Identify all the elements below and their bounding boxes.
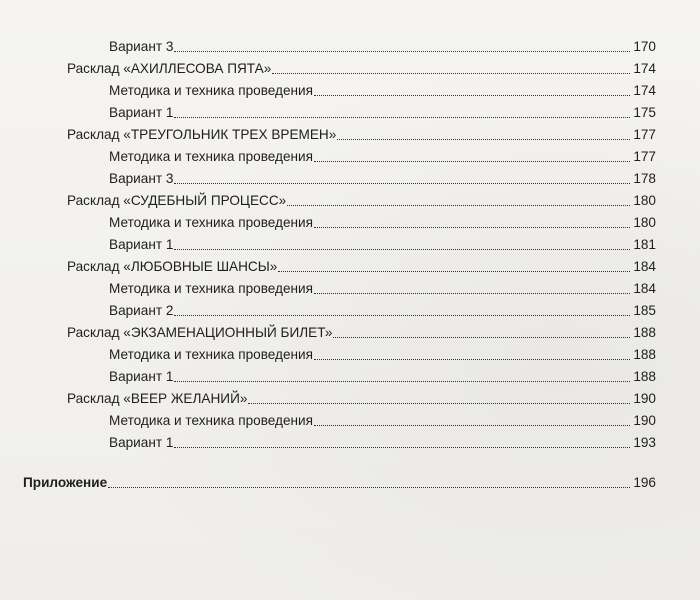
dot-leader xyxy=(314,359,630,360)
toc-entry-title: Вариант 3 xyxy=(109,39,174,54)
toc-page-number: 174 xyxy=(633,61,656,76)
toc-entry xyxy=(0,80,700,102)
toc-entry xyxy=(0,190,700,212)
dot-leader xyxy=(174,381,630,382)
dot-leader xyxy=(174,315,630,316)
dot-leader xyxy=(337,139,630,140)
toc-entry xyxy=(0,58,700,80)
toc-entry xyxy=(0,124,700,146)
toc-page-number: 177 xyxy=(633,127,656,142)
toc-entry-title: Вариант 1 xyxy=(109,105,174,120)
toc-entry xyxy=(0,366,700,388)
toc-page-number: 181 xyxy=(633,237,656,252)
toc-entry xyxy=(0,168,700,190)
toc-entry-title: Вариант 2 xyxy=(109,303,174,318)
dot-leader xyxy=(314,227,630,228)
dot-leader xyxy=(333,337,630,338)
toc-entry xyxy=(0,300,700,322)
toc-entry-title: Вариант 1 xyxy=(109,237,174,252)
toc-entry-title: Расклад «ТРЕУГОЛЬНИК ТРЕХ ВРЕМЕН» xyxy=(67,127,337,142)
table-of-contents xyxy=(0,36,700,494)
toc-page-number: 170 xyxy=(633,39,656,54)
toc-entry xyxy=(0,410,700,432)
dot-leader xyxy=(314,293,630,294)
dot-leader xyxy=(248,403,630,404)
toc-entry-title: Расклад «СУДЕБНЫЙ ПРОЦЕСС» xyxy=(67,193,287,208)
toc-entry xyxy=(0,278,700,300)
toc-page-number: 175 xyxy=(633,105,656,120)
toc-entry xyxy=(0,344,700,366)
toc-entry-title: Методика и техника проведения xyxy=(109,281,313,296)
toc-entry-title: Методика и техника проведения xyxy=(109,83,313,98)
toc-page-number: 174 xyxy=(633,83,656,98)
toc-entry-title: Расклад «ВЕЕР ЖЕЛАНИЙ» xyxy=(67,391,248,406)
toc-page-number: 190 xyxy=(633,413,656,428)
toc-entry-title: Методика и техника проведения xyxy=(109,413,313,428)
toc-page-number: 196 xyxy=(633,475,656,490)
toc-page-number: 190 xyxy=(633,391,656,406)
toc-entry xyxy=(0,36,700,58)
toc-entry xyxy=(0,432,700,454)
toc-page-number: 178 xyxy=(633,171,656,186)
toc-page-number: 193 xyxy=(633,435,656,450)
toc-entry-title: Вариант 1 xyxy=(109,369,174,384)
dot-leader xyxy=(108,487,630,488)
toc-entry-title: Методика и техника проведения xyxy=(109,149,313,164)
toc-entry-title: Вариант 1 xyxy=(109,435,174,450)
toc-entry xyxy=(0,212,700,234)
toc-page-number: 184 xyxy=(633,281,656,296)
toc-entry-title: Расклад «ЭКЗАМЕНАЦИОННЫЙ БИЛЕТ» xyxy=(67,325,333,340)
toc-page-number: 185 xyxy=(633,303,656,318)
toc-entry-title: Расклад «ЛЮБОВНЫЕ ШАНСЫ» xyxy=(67,259,278,274)
toc-page-number: 188 xyxy=(633,325,656,340)
toc-entry-title: Методика и техника проведения xyxy=(109,347,313,362)
toc-page-number: 184 xyxy=(633,259,656,274)
dot-leader xyxy=(174,51,630,52)
dot-leader xyxy=(314,95,630,96)
dot-leader xyxy=(278,271,630,272)
section-gap xyxy=(0,454,700,472)
toc-entry-title: Приложение xyxy=(23,475,108,490)
dot-leader xyxy=(174,447,630,448)
toc-entry xyxy=(0,322,700,344)
toc-appendix-entry xyxy=(0,472,700,494)
toc-entry xyxy=(0,146,700,168)
dot-leader xyxy=(174,183,630,184)
toc-entry-title: Расклад «АХИЛЛЕСОВА ПЯТА» xyxy=(67,61,272,76)
toc-entry xyxy=(0,102,700,124)
dot-leader xyxy=(314,161,630,162)
toc-page-number: 180 xyxy=(633,193,656,208)
dot-leader xyxy=(287,205,630,206)
toc-entry-title: Вариант 3 xyxy=(109,171,174,186)
toc-page-number: 188 xyxy=(633,347,656,362)
dot-leader xyxy=(272,73,630,74)
toc-entry xyxy=(0,256,700,278)
toc-page-number: 180 xyxy=(633,215,656,230)
dot-leader xyxy=(174,249,630,250)
toc-page-number: 177 xyxy=(633,149,656,164)
dot-leader xyxy=(314,425,630,426)
toc-entry xyxy=(0,234,700,256)
toc-entry-title: Методика и техника проведения xyxy=(109,215,313,230)
dot-leader xyxy=(174,117,630,118)
toc-entry xyxy=(0,388,700,410)
toc-page-number: 188 xyxy=(633,369,656,384)
